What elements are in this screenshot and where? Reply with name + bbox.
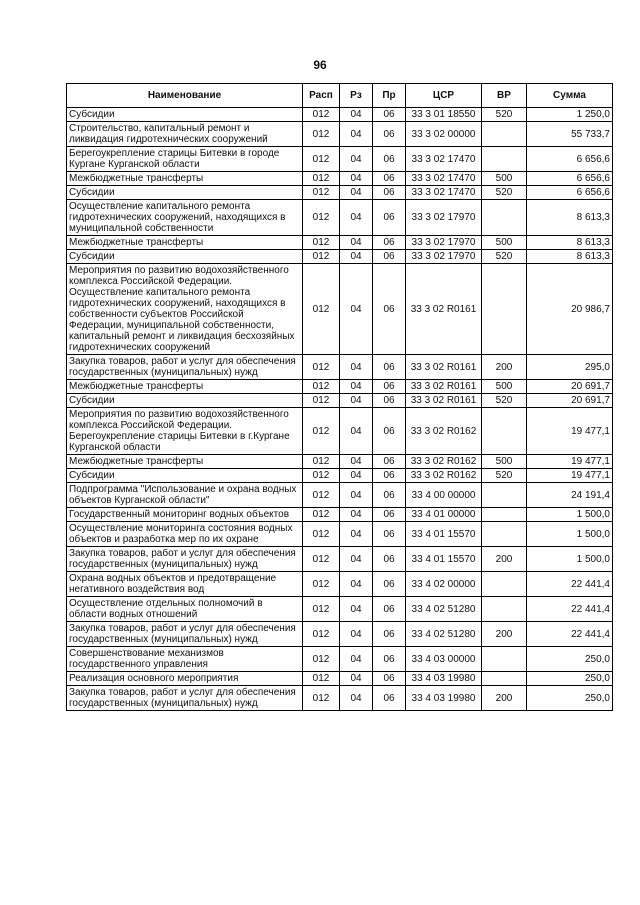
table-row bbox=[67, 686, 613, 711]
cell-rasp: 012 bbox=[303, 408, 340, 455]
cell-sum: 250,0 bbox=[527, 647, 613, 672]
cell-rasp: 012 bbox=[303, 547, 340, 572]
cell-rasp: 012 bbox=[303, 394, 340, 408]
cell-rasp: 012 bbox=[303, 236, 340, 250]
cell-vr: 500 bbox=[482, 455, 527, 469]
header-name: Наименование bbox=[67, 84, 303, 108]
table-row bbox=[67, 455, 613, 469]
table-row bbox=[67, 186, 613, 200]
cell-pr: 06 bbox=[373, 455, 406, 469]
table-row bbox=[67, 622, 613, 647]
cell-name: Межбюджетные трансферты bbox=[67, 236, 303, 250]
header-vr: ВР bbox=[482, 84, 527, 108]
cell-csr: 33 4 02 00000 bbox=[406, 572, 482, 597]
cell-sum: 22 441,4 bbox=[527, 572, 613, 597]
cell-csr: 33 4 02 51280 bbox=[406, 597, 482, 622]
cell-rasp: 012 bbox=[303, 672, 340, 686]
cell-csr: 33 4 01 00000 bbox=[406, 508, 482, 522]
cell-csr: 33 4 03 19980 bbox=[406, 672, 482, 686]
cell-name: Государственный мониторинг водных объектов bbox=[67, 508, 303, 522]
cell-name: Осуществление отдельных полномочий в области водных отношений bbox=[67, 597, 303, 622]
cell-rz: 04 bbox=[340, 394, 373, 408]
cell-vr bbox=[482, 572, 527, 597]
cell-csr: 33 3 02 17470 bbox=[406, 186, 482, 200]
cell-csr: 33 3 02 R0161 bbox=[406, 264, 482, 355]
cell-csr: 33 4 01 15570 bbox=[406, 522, 482, 547]
cell-pr: 06 bbox=[373, 172, 406, 186]
table-row bbox=[67, 380, 613, 394]
cell-vr bbox=[482, 647, 527, 672]
cell-sum: 19 477,1 bbox=[527, 455, 613, 469]
table-row bbox=[67, 469, 613, 483]
cell-sum: 6 656,6 bbox=[527, 186, 613, 200]
cell-rz: 04 bbox=[340, 264, 373, 355]
cell-sum: 1 500,0 bbox=[527, 547, 613, 572]
cell-rasp: 012 bbox=[303, 522, 340, 547]
cell-vr: 520 bbox=[482, 250, 527, 264]
cell-pr: 06 bbox=[373, 122, 406, 147]
cell-name: Охрана водных объектов и предотвращение негативного воздействия вод bbox=[67, 572, 303, 597]
cell-sum: 1 500,0 bbox=[527, 508, 613, 522]
cell-rz: 04 bbox=[340, 597, 373, 622]
cell-pr: 06 bbox=[373, 686, 406, 711]
cell-csr: 33 4 03 00000 bbox=[406, 647, 482, 672]
cell-name: Закупка товаров, работ и услуг для обеспечения государственных (муниципальных) нужд bbox=[67, 622, 303, 647]
cell-name: Субсидии bbox=[67, 469, 303, 483]
cell-name: Берегоукрепление старицы Битевки в городе Кургане Курганской области bbox=[67, 147, 303, 172]
cell-sum: 295,0 bbox=[527, 355, 613, 380]
cell-rasp: 012 bbox=[303, 264, 340, 355]
table-row bbox=[67, 672, 613, 686]
cell-name: Межбюджетные трансферты bbox=[67, 172, 303, 186]
header-rz: Рз bbox=[340, 84, 373, 108]
cell-rz: 04 bbox=[340, 522, 373, 547]
cell-csr: 33 3 02 17470 bbox=[406, 172, 482, 186]
header-rasp: Расп bbox=[303, 84, 340, 108]
cell-csr: 33 3 02 R0162 bbox=[406, 408, 482, 455]
table-row bbox=[67, 200, 613, 236]
cell-rz: 04 bbox=[340, 186, 373, 200]
cell-rasp: 012 bbox=[303, 147, 340, 172]
cell-vr: 500 bbox=[482, 380, 527, 394]
table-row bbox=[67, 394, 613, 408]
table-row bbox=[67, 408, 613, 455]
cell-pr: 06 bbox=[373, 647, 406, 672]
cell-name: Субсидии bbox=[67, 394, 303, 408]
cell-rasp: 012 bbox=[303, 122, 340, 147]
cell-sum: 250,0 bbox=[527, 686, 613, 711]
cell-vr: 200 bbox=[482, 355, 527, 380]
table-row bbox=[67, 236, 613, 250]
cell-name: Осуществление капитального ремонта гидротехнических сооружений, находящихся в муниципальной собственности bbox=[67, 200, 303, 236]
table-row bbox=[67, 147, 613, 172]
cell-vr bbox=[482, 522, 527, 547]
cell-rz: 04 bbox=[340, 508, 373, 522]
cell-pr: 06 bbox=[373, 522, 406, 547]
cell-sum: 24 191,4 bbox=[527, 483, 613, 508]
cell-sum: 22 441,4 bbox=[527, 622, 613, 647]
cell-pr: 06 bbox=[373, 483, 406, 508]
table-row bbox=[67, 508, 613, 522]
cell-csr: 33 3 02 17970 bbox=[406, 200, 482, 236]
cell-pr: 06 bbox=[373, 622, 406, 647]
table-body bbox=[67, 108, 613, 711]
cell-rasp: 012 bbox=[303, 572, 340, 597]
cell-rz: 04 bbox=[340, 469, 373, 483]
cell-sum: 8 613,3 bbox=[527, 200, 613, 236]
cell-vr bbox=[482, 408, 527, 455]
cell-csr: 33 4 03 19980 bbox=[406, 686, 482, 711]
cell-vr bbox=[482, 264, 527, 355]
cell-sum: 20 691,7 bbox=[527, 394, 613, 408]
cell-name: Строительство, капитальный ремонт и ликвидация гидротехнических сооружений bbox=[67, 122, 303, 147]
cell-vr: 200 bbox=[482, 686, 527, 711]
cell-name: Закупка товаров, работ и услуг для обеспечения государственных (муниципальных) нужд bbox=[67, 355, 303, 380]
table-row bbox=[67, 172, 613, 186]
table-row bbox=[67, 547, 613, 572]
cell-pr: 06 bbox=[373, 394, 406, 408]
cell-name: Субсидии bbox=[67, 108, 303, 122]
cell-sum: 6 656,6 bbox=[527, 172, 613, 186]
cell-pr: 06 bbox=[373, 672, 406, 686]
cell-vr: 200 bbox=[482, 547, 527, 572]
cell-csr: 33 3 01 18550 bbox=[406, 108, 482, 122]
cell-rasp: 012 bbox=[303, 686, 340, 711]
cell-rasp: 012 bbox=[303, 108, 340, 122]
cell-rz: 04 bbox=[340, 455, 373, 469]
cell-rasp: 012 bbox=[303, 469, 340, 483]
table-header-row bbox=[67, 84, 613, 108]
cell-pr: 06 bbox=[373, 547, 406, 572]
cell-sum: 20 691,7 bbox=[527, 380, 613, 394]
cell-name: Мероприятия по развитию водохозяйственного комплекса Российской Федерации. Осуществление капитального ремонта гидротехнических сооружений, находящихся в собственности субъектов Российской Федерации, муниципальной собственности, капитальный ремонт и ликвидация бесхозяйных гидротехнических сооружений bbox=[67, 264, 303, 355]
cell-sum: 55 733,7 bbox=[527, 122, 613, 147]
cell-rz: 04 bbox=[340, 147, 373, 172]
cell-name: Подпрограмма "Использование и охрана водных объектов Курганской области" bbox=[67, 483, 303, 508]
header-pr: Пр bbox=[373, 84, 406, 108]
cell-rasp: 012 bbox=[303, 455, 340, 469]
cell-csr: 33 3 02 17970 bbox=[406, 250, 482, 264]
cell-vr: 520 bbox=[482, 469, 527, 483]
cell-rasp: 012 bbox=[303, 622, 340, 647]
cell-vr: 520 bbox=[482, 394, 527, 408]
cell-pr: 06 bbox=[373, 186, 406, 200]
cell-name: Реализация основного мероприятия bbox=[67, 672, 303, 686]
cell-rz: 04 bbox=[340, 547, 373, 572]
cell-name: Межбюджетные трансферты bbox=[67, 455, 303, 469]
cell-vr bbox=[482, 147, 527, 172]
cell-pr: 06 bbox=[373, 236, 406, 250]
cell-csr: 33 4 02 51280 bbox=[406, 622, 482, 647]
cell-rasp: 012 bbox=[303, 355, 340, 380]
cell-pr: 06 bbox=[373, 597, 406, 622]
table-row bbox=[67, 122, 613, 147]
cell-rz: 04 bbox=[340, 250, 373, 264]
cell-csr: 33 3 02 R0161 bbox=[406, 380, 482, 394]
cell-rz: 04 bbox=[340, 355, 373, 380]
cell-sum: 8 613,3 bbox=[527, 250, 613, 264]
cell-rasp: 012 bbox=[303, 172, 340, 186]
cell-pr: 06 bbox=[373, 200, 406, 236]
budget-table bbox=[66, 83, 613, 711]
cell-rasp: 012 bbox=[303, 597, 340, 622]
cell-sum: 6 656,6 bbox=[527, 147, 613, 172]
cell-sum: 19 477,1 bbox=[527, 469, 613, 483]
table-row bbox=[67, 264, 613, 355]
cell-pr: 06 bbox=[373, 108, 406, 122]
cell-pr: 06 bbox=[373, 147, 406, 172]
cell-rz: 04 bbox=[340, 200, 373, 236]
cell-rasp: 012 bbox=[303, 647, 340, 672]
cell-vr bbox=[482, 672, 527, 686]
cell-rz: 04 bbox=[340, 672, 373, 686]
cell-sum: 20 986,7 bbox=[527, 264, 613, 355]
cell-csr: 33 4 00 00000 bbox=[406, 483, 482, 508]
table-row bbox=[67, 355, 613, 380]
header-sum: Сумма bbox=[527, 84, 613, 108]
cell-rz: 04 bbox=[340, 108, 373, 122]
cell-sum: 1 500,0 bbox=[527, 522, 613, 547]
cell-rasp: 012 bbox=[303, 380, 340, 394]
cell-csr: 33 3 02 R0161 bbox=[406, 394, 482, 408]
table-row bbox=[67, 647, 613, 672]
page-number: 96 bbox=[313, 58, 327, 72]
table-row bbox=[67, 522, 613, 547]
cell-rz: 04 bbox=[340, 647, 373, 672]
cell-vr: 500 bbox=[482, 236, 527, 250]
cell-name: Закупка товаров, работ и услуг для обеспечения государственных (муниципальных) нужд bbox=[67, 686, 303, 711]
cell-rasp: 012 bbox=[303, 508, 340, 522]
cell-vr bbox=[482, 122, 527, 147]
cell-pr: 06 bbox=[373, 380, 406, 394]
cell-csr: 33 3 02 17970 bbox=[406, 236, 482, 250]
cell-name: Субсидии bbox=[67, 250, 303, 264]
cell-csr: 33 3 02 R0162 bbox=[406, 455, 482, 469]
table-row bbox=[67, 572, 613, 597]
cell-vr bbox=[482, 508, 527, 522]
cell-csr: 33 3 02 R0162 bbox=[406, 469, 482, 483]
cell-csr: 33 3 02 R0161 bbox=[406, 355, 482, 380]
cell-sum: 22 441,4 bbox=[527, 597, 613, 622]
cell-rz: 04 bbox=[340, 622, 373, 647]
cell-vr bbox=[482, 597, 527, 622]
cell-rz: 04 bbox=[340, 236, 373, 250]
cell-rasp: 012 bbox=[303, 483, 340, 508]
cell-name: Осуществление мониторинга состояния водных объектов и разработка мер по их охране bbox=[67, 522, 303, 547]
cell-csr: 33 3 02 17470 bbox=[406, 147, 482, 172]
cell-rasp: 012 bbox=[303, 250, 340, 264]
cell-sum: 1 250,0 bbox=[527, 108, 613, 122]
cell-pr: 06 bbox=[373, 355, 406, 380]
cell-sum: 250,0 bbox=[527, 672, 613, 686]
cell-pr: 06 bbox=[373, 572, 406, 597]
cell-pr: 06 bbox=[373, 250, 406, 264]
cell-rz: 04 bbox=[340, 380, 373, 394]
cell-rasp: 012 bbox=[303, 200, 340, 236]
cell-sum: 19 477,1 bbox=[527, 408, 613, 455]
cell-vr: 520 bbox=[482, 186, 527, 200]
table-row bbox=[67, 108, 613, 122]
cell-sum: 8 613,3 bbox=[527, 236, 613, 250]
table-row bbox=[67, 597, 613, 622]
cell-pr: 06 bbox=[373, 469, 406, 483]
cell-vr bbox=[482, 483, 527, 508]
cell-pr: 06 bbox=[373, 508, 406, 522]
cell-rz: 04 bbox=[340, 408, 373, 455]
cell-pr: 06 bbox=[373, 408, 406, 455]
cell-name: Субсидии bbox=[67, 186, 303, 200]
cell-pr: 06 bbox=[373, 264, 406, 355]
cell-vr: 500 bbox=[482, 172, 527, 186]
cell-name: Межбюджетные трансферты bbox=[67, 380, 303, 394]
cell-name: Совершенствование механизмов государственного управления bbox=[67, 647, 303, 672]
cell-csr: 33 4 01 15570 bbox=[406, 547, 482, 572]
header-csr: ЦСР bbox=[406, 84, 482, 108]
table-row bbox=[67, 250, 613, 264]
cell-rz: 04 bbox=[340, 572, 373, 597]
cell-name: Мероприятия по развитию водохозяйственного комплекса Российской Федерации. Берегоукрепление старицы Битевки в г.Кургане Курганской области bbox=[67, 408, 303, 455]
cell-rz: 04 bbox=[340, 686, 373, 711]
cell-vr: 200 bbox=[482, 622, 527, 647]
cell-rz: 04 bbox=[340, 172, 373, 186]
cell-rz: 04 bbox=[340, 483, 373, 508]
cell-rasp: 012 bbox=[303, 186, 340, 200]
cell-name: Закупка товаров, работ и услуг для обеспечения государственных (муниципальных) нужд bbox=[67, 547, 303, 572]
cell-vr bbox=[482, 200, 527, 236]
table-row bbox=[67, 483, 613, 508]
cell-rz: 04 bbox=[340, 122, 373, 147]
cell-csr: 33 3 02 00000 bbox=[406, 122, 482, 147]
cell-vr: 520 bbox=[482, 108, 527, 122]
